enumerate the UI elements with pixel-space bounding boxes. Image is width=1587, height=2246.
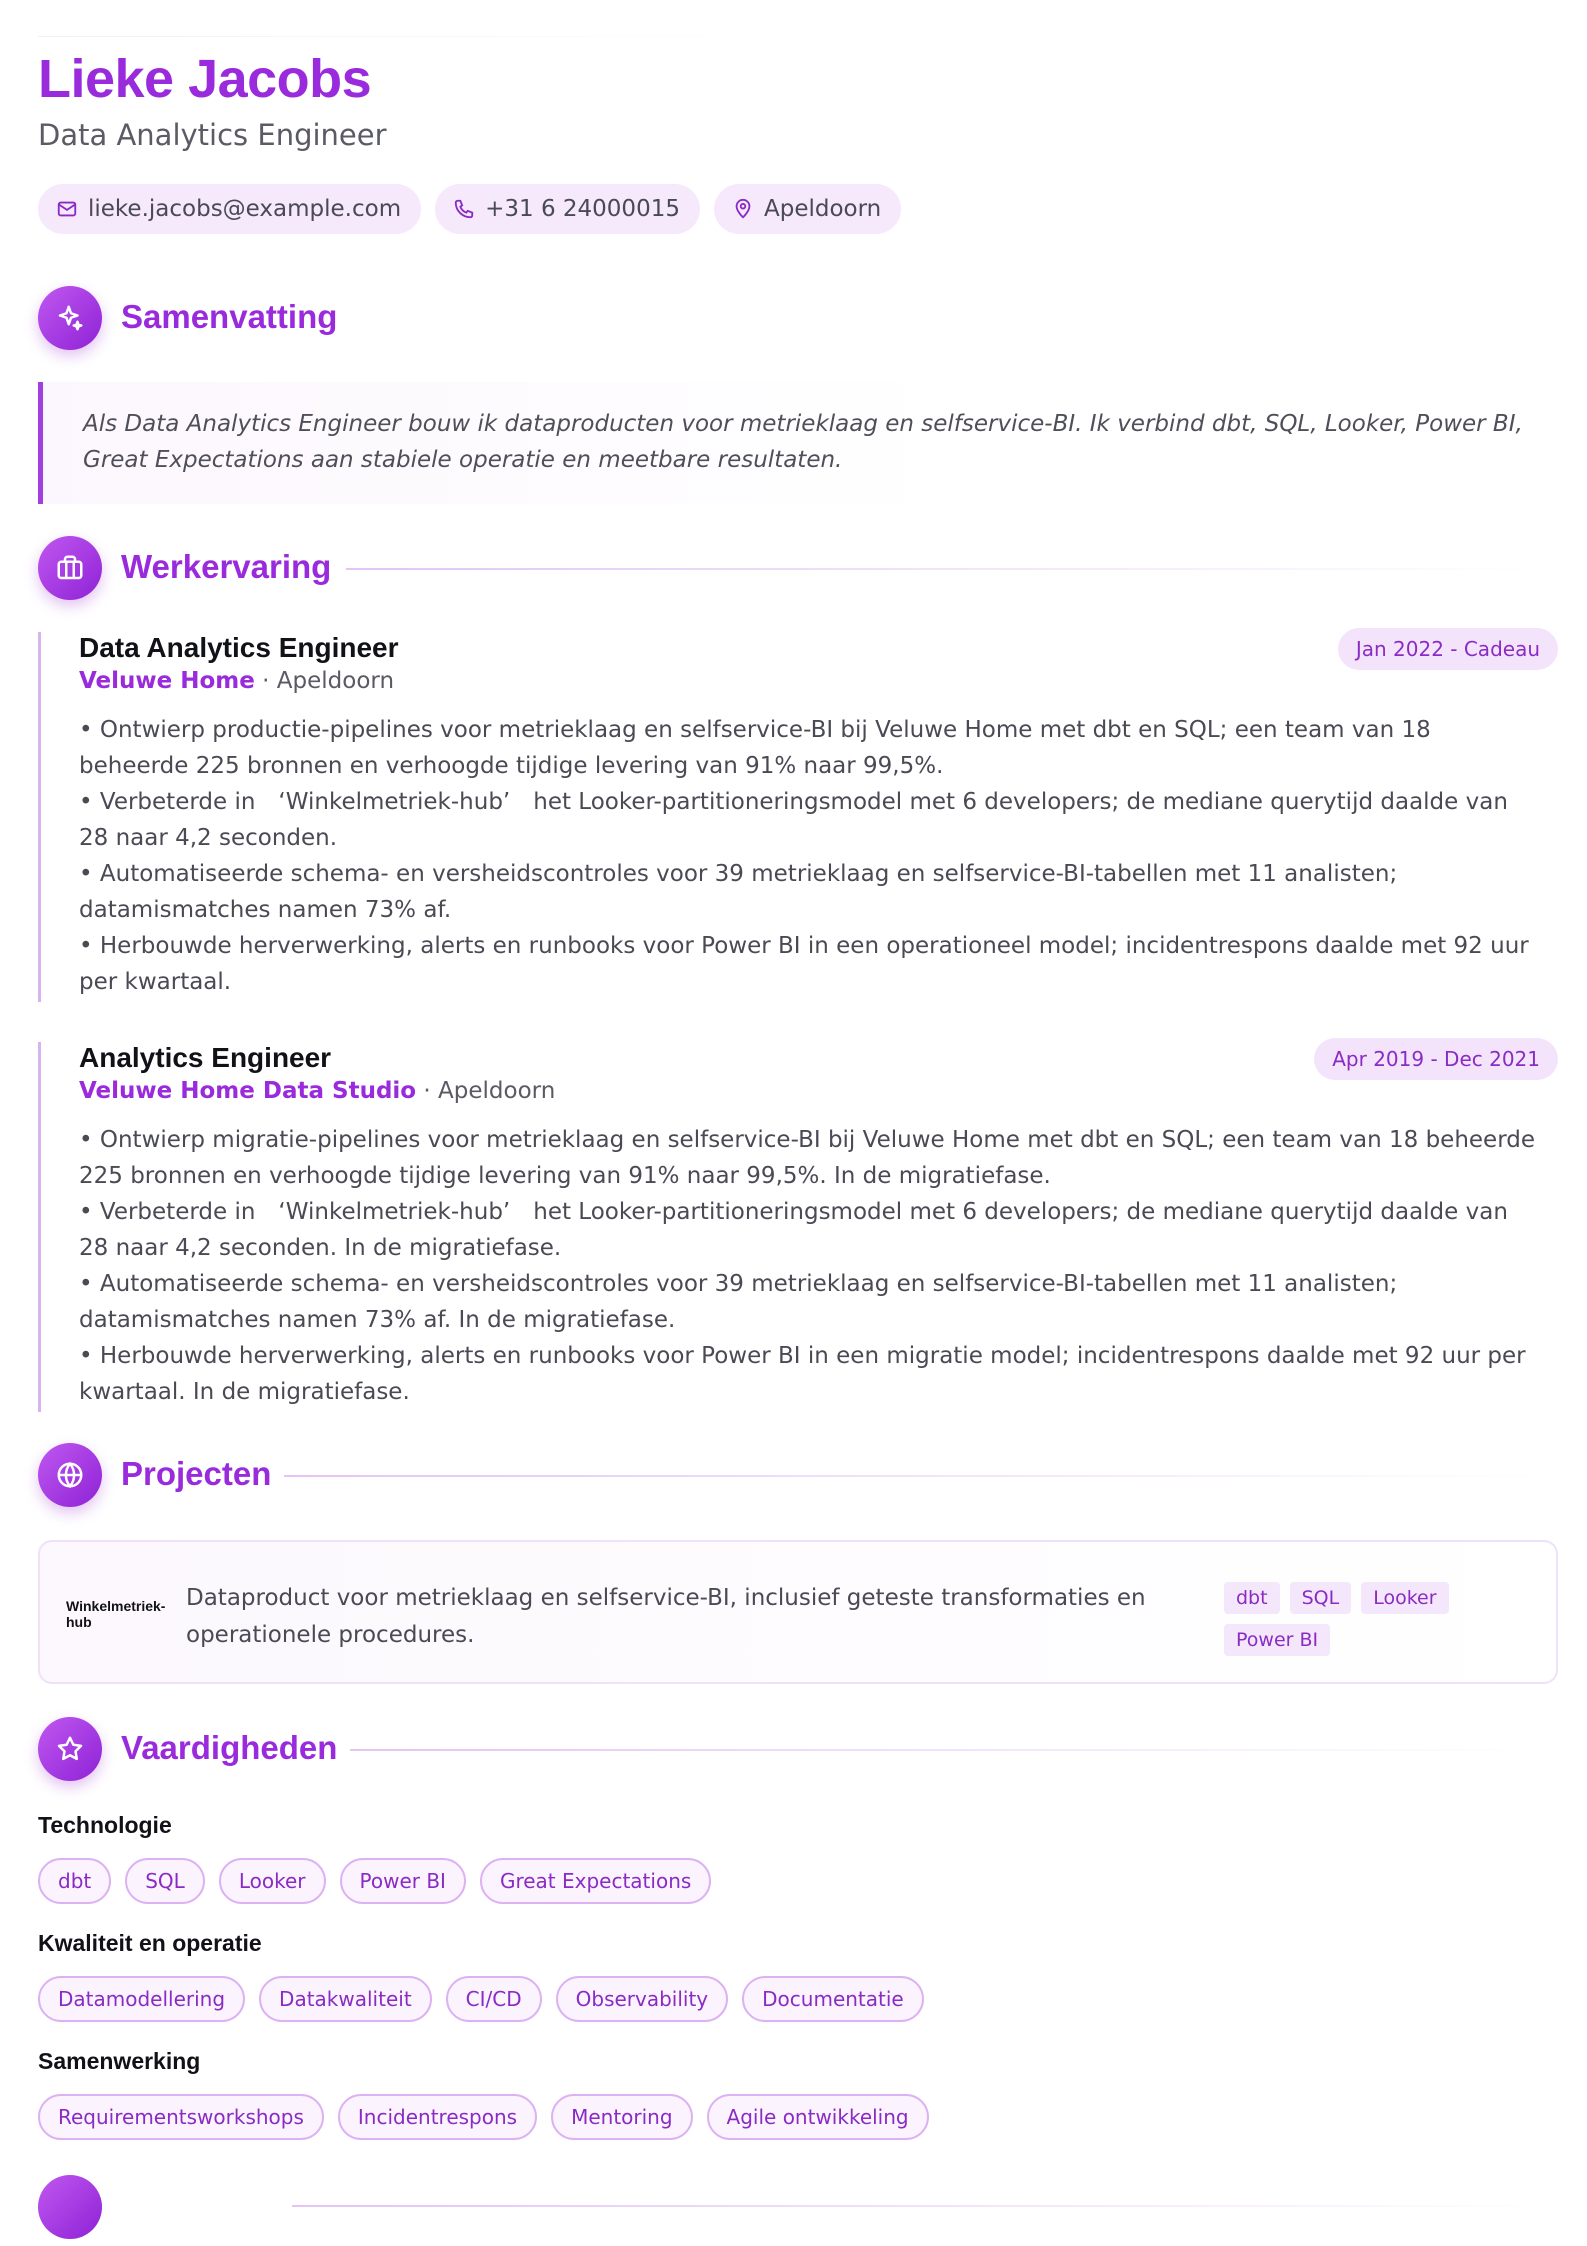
section-title: Werkervaring xyxy=(121,548,332,585)
summary-section-header xyxy=(38,286,1558,350)
skill-group-title: Kwaliteit en operatie xyxy=(38,1930,262,1956)
job-bullet: • Verbeterde in ‘Winkelmetriek-hub’ het Looker-partitioneringsmodel met 6 developers; de mediane querytijd daalde van 28 naar 4,2 seconden. xyxy=(79,789,1508,851)
skill-tag: SQL xyxy=(125,1858,205,1904)
skills-section-header xyxy=(38,1717,1558,1781)
sparkle-icon xyxy=(38,286,102,350)
section-icon-partial xyxy=(38,2175,102,2239)
location-text: Apeldoorn xyxy=(763,196,882,222)
skill-tag: Observability xyxy=(556,1976,729,2022)
section-divider xyxy=(350,1749,1538,1751)
skill-tag: CI/CD xyxy=(446,1976,542,2022)
phone-chip[interactable] xyxy=(435,184,700,234)
project-card xyxy=(38,1540,1558,1684)
section-divider xyxy=(284,1475,1538,1477)
skill-row xyxy=(38,1976,924,2022)
section-divider xyxy=(346,568,1538,570)
project-tags xyxy=(1224,1582,1524,1656)
job-bullets xyxy=(79,1122,1539,1410)
job-bullet: • Ontwierp productie-pipelines voor metrieklaag en selfservice-BI bij Veluwe Home met dbt en SQL; een team van 18 beheerde 225 bronnen en verhoogde tijdige levering van 91% naar 99,5%. xyxy=(79,717,1431,779)
top-divider xyxy=(38,36,778,37)
mail-icon xyxy=(56,198,78,220)
skill-tag: Great Expectations xyxy=(480,1858,711,1904)
star-icon xyxy=(38,1717,102,1781)
job-title: Data Analytics Engineer xyxy=(79,632,399,663)
skill-row xyxy=(38,1858,711,1904)
skill-tag: Agile ontwikkeling xyxy=(707,2094,929,2140)
skill-tag: Power BI xyxy=(340,1858,466,1904)
skill-tag: Datakwaliteit xyxy=(259,1976,432,2022)
skill-group-title: Technologie xyxy=(38,1812,172,1838)
section-divider xyxy=(292,2205,1558,2207)
phone-icon xyxy=(453,198,475,220)
section-title: Vaardigheden xyxy=(121,1729,338,1766)
project-tag: Power BI xyxy=(1224,1624,1330,1656)
job-bullet: • Herbouwde herverwerking, alerts en runbooks voor Power BI in een operationeel model; incidentrespons daalde met 92 uur per kwartaal. xyxy=(79,933,1529,995)
skill-tag: dbt xyxy=(38,1858,111,1904)
job-company-line xyxy=(79,668,394,694)
job-dates: Apr 2019 - Dec 2021 xyxy=(1314,1038,1558,1080)
experience-section-header xyxy=(38,536,1558,600)
project-tag: dbt xyxy=(1224,1582,1280,1614)
skill-group-title: Samenwerking xyxy=(38,2048,201,2074)
phone-text: +31 6 24000015 xyxy=(485,196,680,222)
skill-tag: Mentoring xyxy=(551,2094,692,2140)
skill-tag: Documentatie xyxy=(742,1976,924,2022)
candidate-name: Lieke Jacobs xyxy=(38,49,372,109)
project-description: Dataproduct voor metrieklaag en selfservice-BI, inclusief geteste transformaties en operationele procedures. xyxy=(186,1585,1146,1648)
summary-text: Als Data Analytics Engineer bouw ik dataproducten voor metrieklaag en selfservice-BI. Ik verbind dbt, SQL, Looker, Power BI, Great Expectations aan stabiele operatie en meetbare resultaten. xyxy=(83,411,1523,473)
job-company: Veluwe Home Data Studio xyxy=(79,1078,417,1104)
job-company-line xyxy=(79,1078,555,1104)
email-text: lieke.jacobs@example.com xyxy=(88,196,402,222)
job-entry xyxy=(38,632,1558,1002)
job-title: Analytics Engineer xyxy=(79,1042,332,1073)
job-bullet: • Verbeterde in ‘Winkelmetriek-hub’ het Looker-partitioneringsmodel met 6 developers; de mediane querytijd daalde van 28 naar 4,2 seconden. In de migratiefase. xyxy=(79,1199,1508,1261)
skill-row xyxy=(38,2094,929,2140)
summary-block xyxy=(38,382,1558,504)
job-bullet: • Automatiseerde schema- en versheidscontroles voor 39 metrieklaag en selfservice-BI-tabellen met 11 analisten; datamismatches namen 73% af. In de migratiefase. xyxy=(79,1271,1398,1333)
job-location: · Apeldoorn xyxy=(416,1078,556,1104)
project-name: Winkelmetriek-hub xyxy=(66,1598,166,1630)
job-dates: Jan 2022 - Cadeau xyxy=(1338,628,1558,670)
section-title: Samenvatting xyxy=(121,298,338,335)
job-entry xyxy=(38,1042,1558,1412)
skill-tag: Looker xyxy=(219,1858,326,1904)
job-bullets xyxy=(79,712,1539,1000)
project-tag: SQL xyxy=(1290,1582,1352,1614)
job-bullet: • Herbouwde herverwerking, alerts en runbooks voor Power BI in een migratie model; incidentrespons daalde met 92 uur per kwartaal. In de migratiefase. xyxy=(79,1343,1526,1405)
project-tag: Looker xyxy=(1361,1582,1448,1614)
projects-section-header xyxy=(38,1443,1558,1507)
contact-list xyxy=(38,184,901,234)
resume-page xyxy=(38,0,1558,2246)
skill-tag: Incidentrespons xyxy=(338,2094,537,2140)
briefcase-icon xyxy=(38,536,102,600)
globe-icon xyxy=(38,1443,102,1507)
candidate-role: Data Analytics Engineer xyxy=(38,118,387,152)
skill-tag: Datamodellering xyxy=(38,1976,245,2022)
location-chip xyxy=(714,184,901,234)
skill-tag: Requirementsworkshops xyxy=(38,2094,324,2140)
section-title: Projecten xyxy=(121,1455,272,1492)
job-bullet: • Ontwierp migratie-pipelines voor metrieklaag en selfservice-BI bij Veluwe Home met dbt en SQL; een team van 18 beheerde 225 bronnen en verhoogde tijdige levering van 91% naar 99,5%. In de migratiefase. xyxy=(79,1127,1535,1189)
job-location: · Apeldoorn xyxy=(254,668,395,694)
email-chip[interactable] xyxy=(38,184,421,234)
map-pin-icon xyxy=(732,198,754,220)
job-company: Veluwe Home xyxy=(79,668,255,694)
job-bullet: • Automatiseerde schema- en versheidscontroles voor 39 metrieklaag en selfservice-BI-tabellen met 11 analisten; datamismatches namen 73% af. xyxy=(79,861,1398,923)
